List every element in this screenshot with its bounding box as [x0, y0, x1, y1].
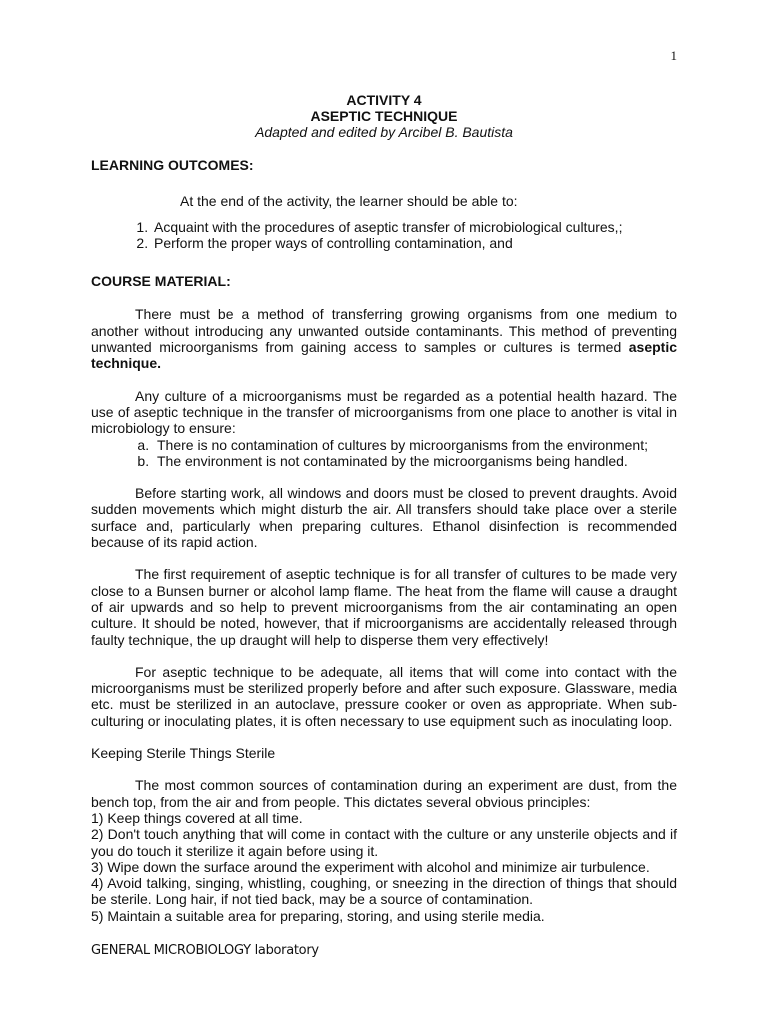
learning-outcomes-heading: LEARNING OUTCOMES: — [91, 157, 254, 173]
page-footer: GENERAL MICROBIOLOGY laboratory — [91, 943, 319, 958]
sterile-intro: The most common sources of contamination during an experiment are dust, from the bench top, from the air and from people. This dictates several obvious principles: — [91, 777, 677, 810]
paragraph-1 — [91, 306, 677, 371]
page-number: 1 — [670, 48, 677, 63]
ensure-list — [91, 437, 677, 470]
learning-outcomes-list — [91, 219, 677, 252]
sterile-section-heading: Keeping Sterile Things Sterile — [91, 745, 276, 762]
paragraph-1-text: There must be a method of transferring growing organisms from one medium to another without introducing any unwanted outside contaminants. This method of preventing unwanted microorganisms from gaining access to samples or cultures is termed — [91, 306, 677, 356]
rule-5: 5) Maintain a suitable area for preparing, storing, and using sterile media. — [91, 907, 545, 924]
list-item: b. The environment is not contaminated by the microorganisms being handled. — [153, 453, 677, 469]
learning-outcomes-intro: At the end of the activity, the learner should be able to: — [180, 193, 518, 210]
list-item: 2. Perform the proper ways of controlling contamination, and — [152, 235, 677, 251]
document-header — [0, 92, 768, 140]
aseptic-technique-term: aseptic technique. — [91, 339, 677, 372]
list-item: a. There is no contamination of cultures by microorganisms from the environment; — [153, 437, 677, 453]
paragraph-4: The first requirement of aseptic technique is for all transfer of cultures to be made very close to a Bunsen burner or alcohol lamp flame. The heat from the flame will cause a draught of air upwards and so help to prevent microorganisms from the air contaminating an open culture. It should be noted, however, that if microorganisms are accidentally released through faulty technique, the up draught will help to disperse them very effectively! — [91, 566, 677, 648]
course-material-heading: COURSE MATERIAL: — [91, 273, 231, 290]
document-body — [91, 157, 677, 924]
rule-4: 4) Avoid talking, singing, whistling, coughing, or sneezing in the direction of things that should be sterile. Long hair, if not tied back, may be a source of contamination. — [91, 875, 677, 908]
rule-1: 1) Keep things covered at all time. — [91, 809, 303, 826]
list-item: 1. Acquaint with the procedures of aseptic transfer of microbiological cultures,; — [152, 219, 677, 235]
rule-2: 2) Don't touch anything that will come in contact with the culture or any unsterile objects and if you do touch it sterilize it again before using it. — [91, 826, 677, 859]
rule-3: 3) Wipe down the surface around the experiment with alcohol and minimize air turbulence. — [91, 858, 650, 875]
activity-label: ACTIVITY 4 — [346, 92, 422, 108]
paragraph-5: For aseptic technique to be adequate, all items that will come into contact with the microorganisms must be sterilized properly before and after such exposure. Glassware, media etc. must be sterilized in an autoclave, pressure cooker or oven as appropriate. When sub-culturing or inoculating plates, it is often necessary to use equipment such as inoculating loop. — [91, 663, 677, 729]
document-title: ASEPTIC TECHNIQUE — [310, 108, 458, 124]
paragraph-2: Any culture of a microorganisms must be regarded as a potential health hazard. The use of aseptic technique in the transfer of microorganisms from one place to another is vital in microbiology to ensure: — [91, 387, 677, 437]
paragraph-3: Before starting work, all windows and doors must be closed to prevent draughts. Avoid sudden movements which might disturb the air. All transfers should take place over a sterile surface and, particularly when preparing cultures. Ethanol disinfection is recommended because of its rapid action. — [91, 485, 677, 551]
document-subtitle: Adapted and edited by Arcibel B. Bautista — [255, 124, 513, 140]
